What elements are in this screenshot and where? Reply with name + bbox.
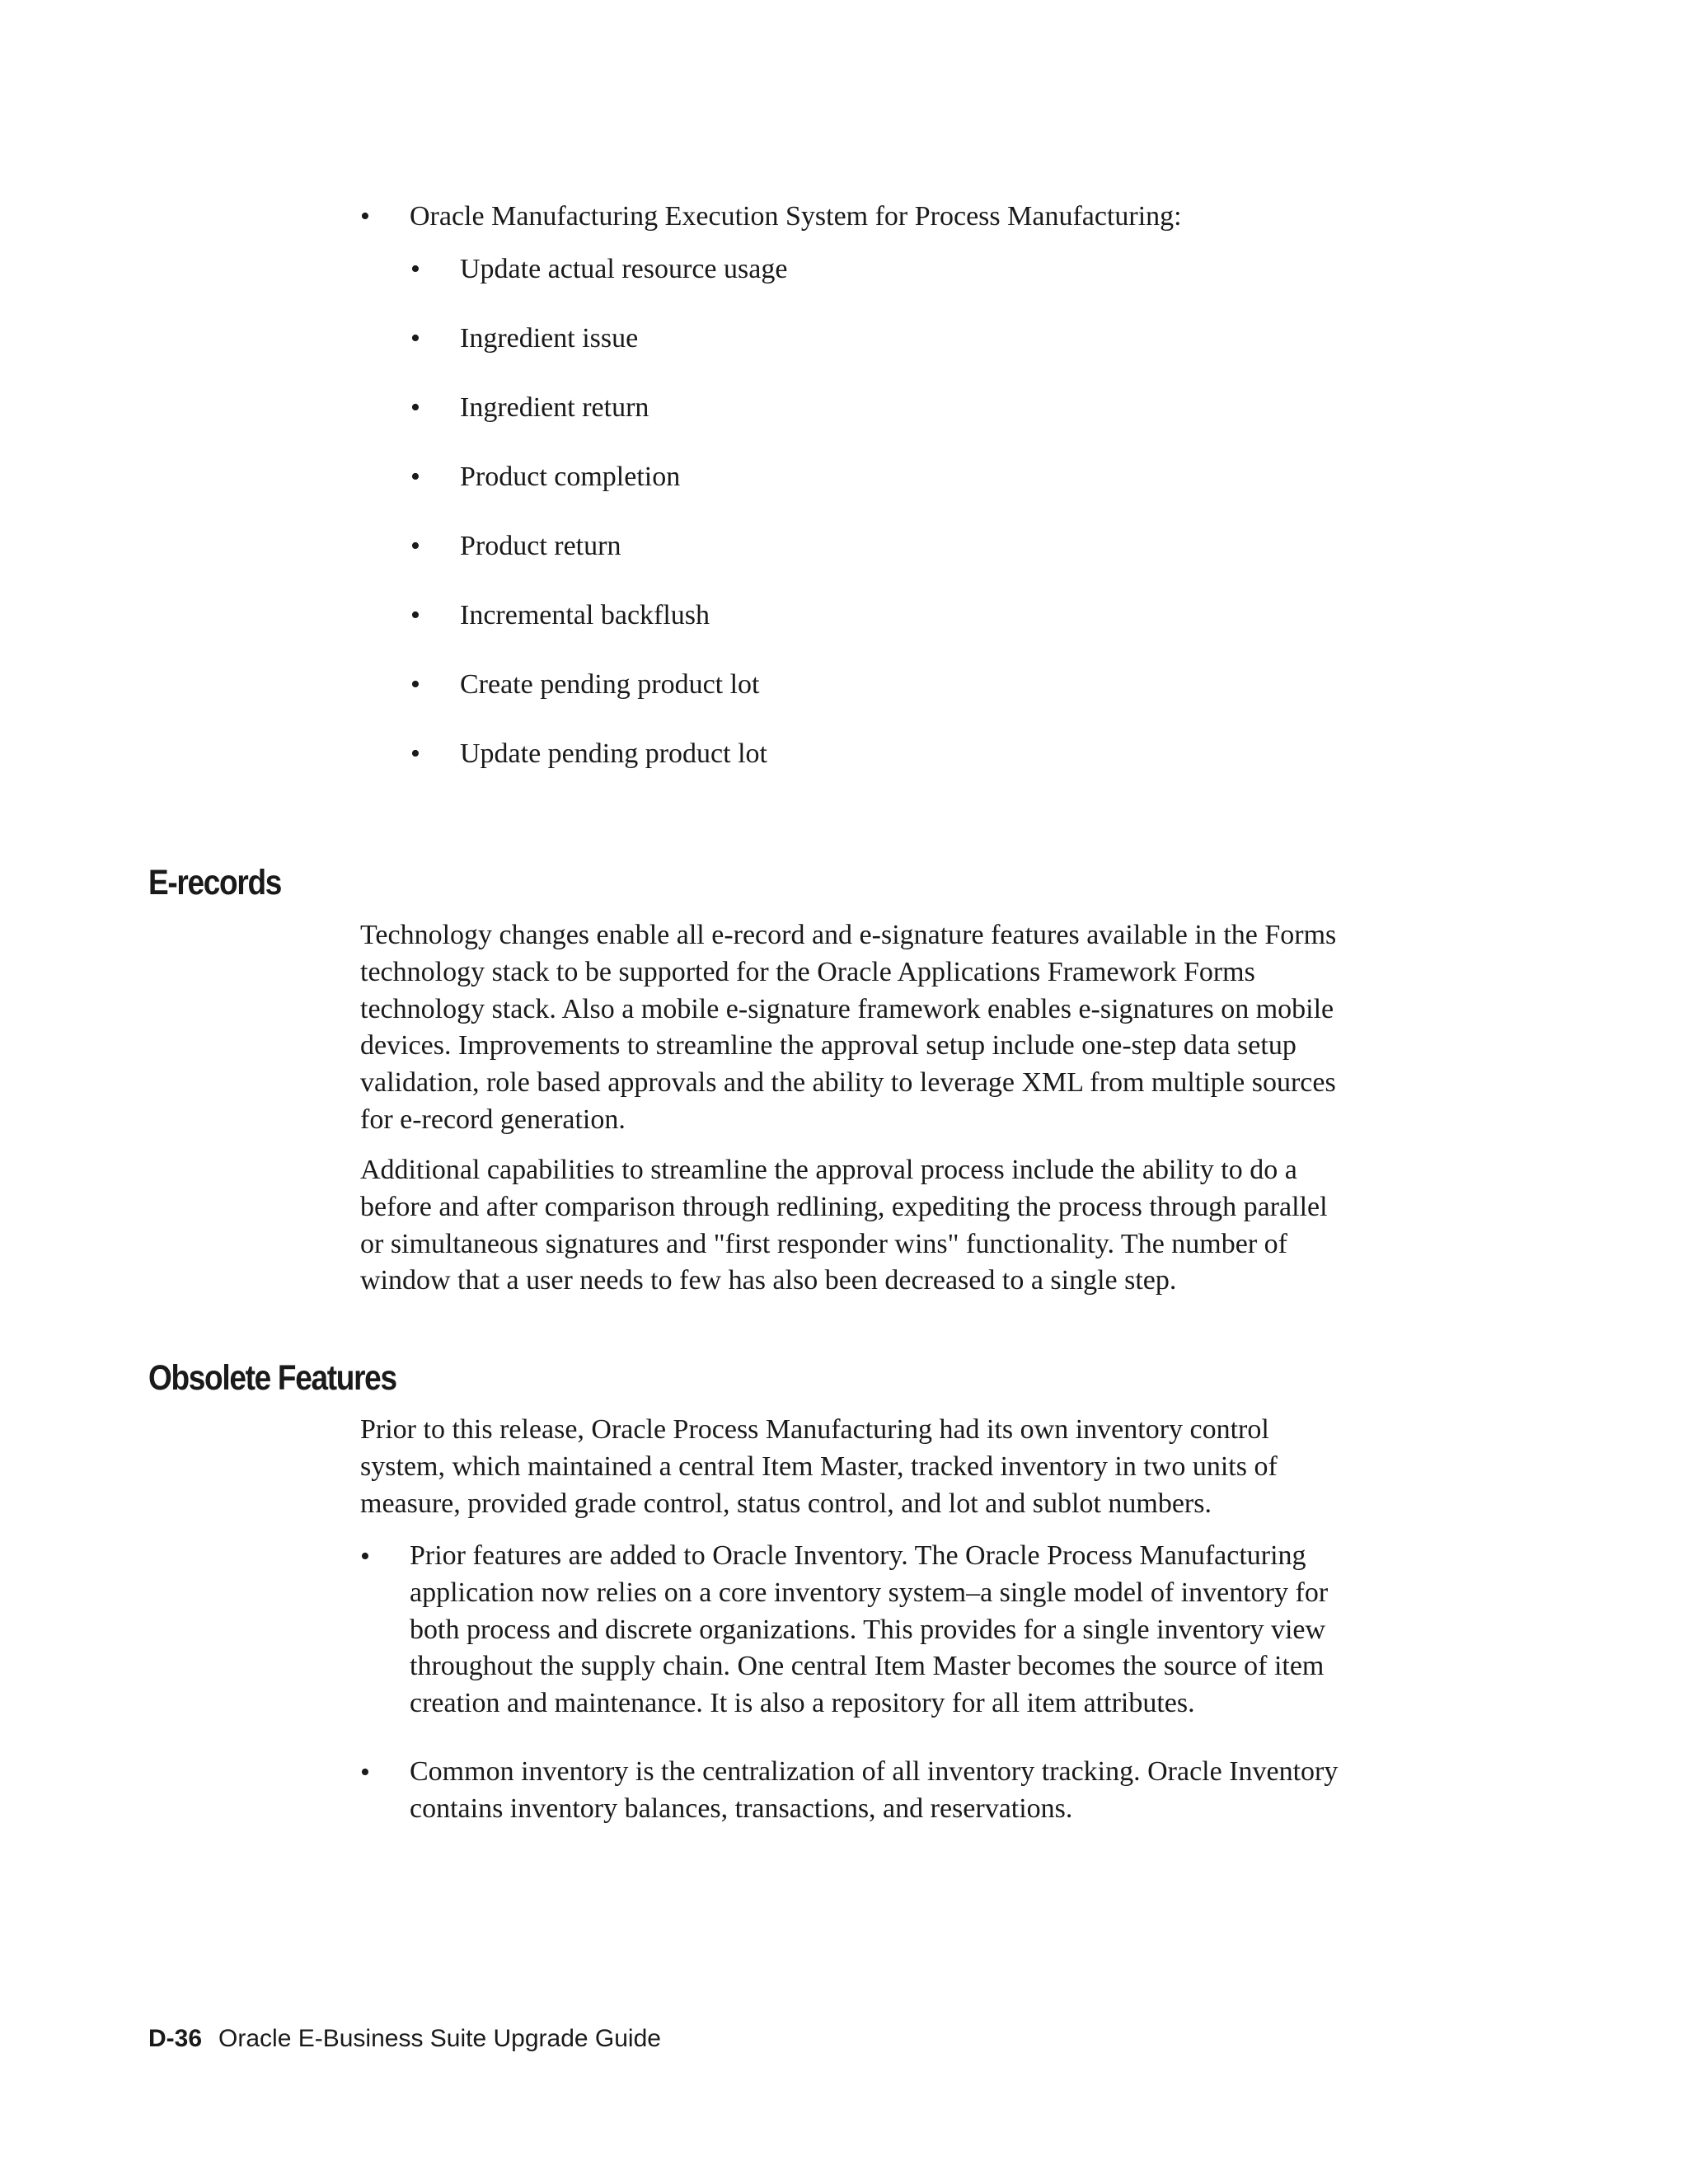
text-line: Prior features are added to Oracle Inventory. The Oracle Process Manufacturing (410, 1540, 1306, 1571)
bullet-icon: • (410, 323, 420, 354)
list-item-text (410, 1538, 1328, 1722)
sub-list-item-text: Update actual resource usage (460, 254, 788, 284)
sub-list-item-text: Incremental backflush (460, 600, 710, 630)
text-line: validation, role based approvals and the ability to leverage XML from multiple sources (360, 1067, 1336, 1099)
page-number: D-36 (148, 2025, 203, 2052)
sub-list-item (410, 320, 1482, 357)
list-item (360, 1538, 1514, 1727)
text-line: both process and discrete organizations. This provides for a single inventory view (410, 1614, 1326, 1645)
sub-list-item-text: Product return (460, 531, 621, 561)
sub-list-item-text: Product completion (460, 462, 681, 492)
bullet-icon: • (410, 531, 420, 561)
sub-list-item (410, 389, 1482, 426)
bullet-icon: • (360, 1541, 370, 1572)
page-footer (148, 2022, 661, 2055)
text-line: before and after comparison through redlining, expediting the process through parallel (360, 1191, 1328, 1222)
text-line: system, which maintained a central Item Master, tracked inventory in two units of (360, 1451, 1278, 1482)
sub-list-item (410, 527, 1482, 565)
sub-list-item (410, 251, 1482, 288)
list-item-text: Oracle Manufacturing Execution System for Process Manufacturing: (410, 201, 1182, 232)
section-heading-obsolete-features: Obsolete Features (148, 1358, 396, 1398)
bullet-icon: • (410, 462, 420, 492)
bullet-icon: • (410, 669, 420, 700)
text-line: window that a user needs to few has also been decreased to a single step. (360, 1265, 1177, 1296)
text-line: contains inventory balances, transactions, and reservations. (410, 1793, 1073, 1824)
bullet-icon: • (360, 201, 370, 232)
text-line: creation and maintenance. It is also a repository for all item attributes. (410, 1688, 1195, 1719)
sub-list-item-text: Create pending product lot (460, 669, 760, 700)
bullet-icon: • (410, 254, 420, 284)
sub-list-item (410, 458, 1482, 495)
sub-list-item-text: Ingredient issue (460, 323, 639, 354)
list-item-text (410, 1754, 1338, 1828)
list-item (360, 1754, 1514, 1832)
text-line: application now relies on a core inventory system–a single model of inventory for (410, 1577, 1329, 1608)
bullet-icon: • (410, 392, 420, 423)
erecords-paragraph-2 (360, 1152, 1440, 1300)
sub-list-item-text: Update pending product lot (460, 738, 767, 769)
section-heading-erecords: E-records (148, 863, 282, 902)
bullet-icon: • (410, 600, 420, 630)
sub-list-item (410, 597, 1482, 634)
text-line: or simultaneous signatures and "first responder wins" functionality. The number of (360, 1228, 1287, 1259)
text-line: Additional capabilities to streamline the approval process include the ability to do a (360, 1155, 1297, 1185)
erecords-paragraph-1 (360, 917, 1440, 1139)
text-line: Prior to this release, Oracle Process Manufacturing had its own inventory control (360, 1414, 1269, 1445)
text-line: technology stack to be supported for the Oracle Applications Framework Forms (360, 956, 1255, 987)
text-line: technology stack. Also a mobile e-signature framework enables e-signatures on mobile (360, 993, 1334, 1024)
book-title: Oracle E-Business Suite Upgrade Guide (218, 2025, 661, 2052)
bullet-icon: • (360, 1757, 370, 1788)
text-line: devices. Improvements to streamline the approval setup include one-step data setup (360, 1030, 1296, 1062)
obsolete-intro-paragraph (360, 1412, 1440, 1522)
text-line: for e-record generation. (360, 1104, 626, 1135)
sub-list-item-text: Ingredient return (460, 392, 649, 423)
bullet-icon: • (410, 738, 420, 769)
text-line: measure, provided grade control, status control, and lot and sublot numbers. (360, 1488, 1212, 1519)
text-line: Common inventory is the centralization of all inventory tracking. Oracle Inventory (410, 1756, 1339, 1787)
text-line: Technology changes enable all e-record and e-signature features available in the Forms (360, 920, 1337, 950)
list-item (360, 198, 1514, 235)
sub-list-item (410, 735, 1482, 772)
sub-list-item (410, 666, 1482, 703)
text-line: throughout the supply chain. One central Item Master becomes the source of item (410, 1651, 1325, 1682)
